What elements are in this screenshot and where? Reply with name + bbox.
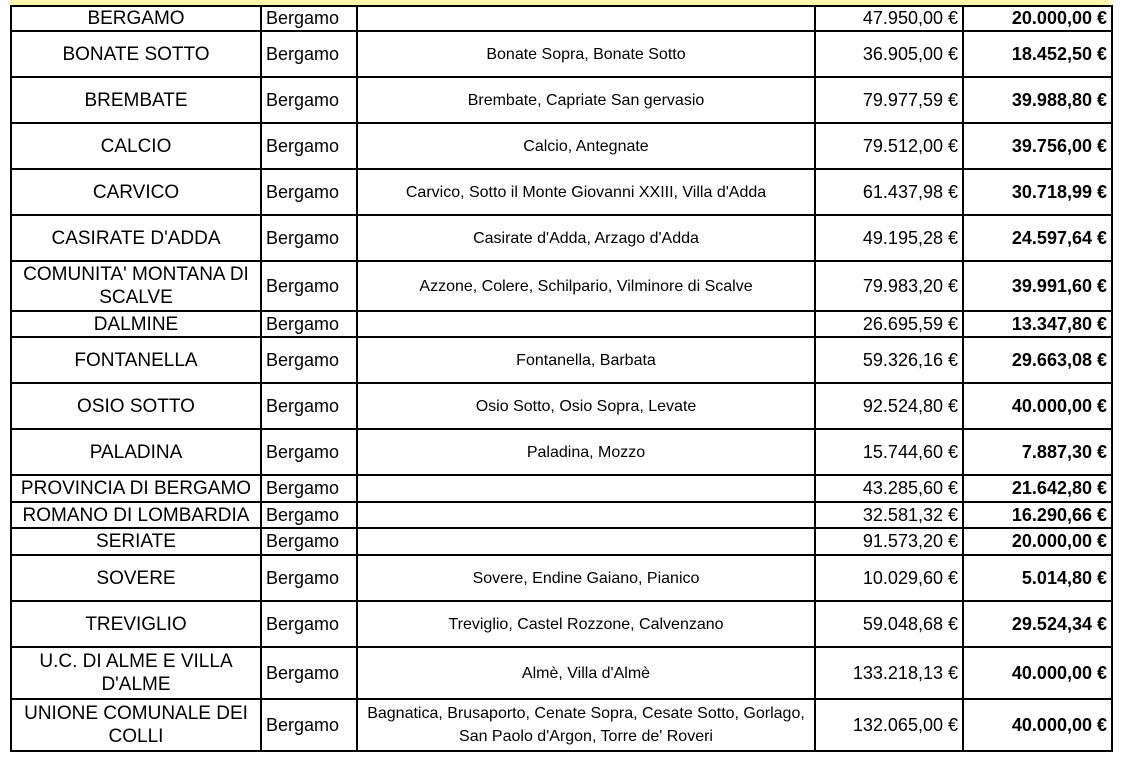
- contributo-cell: 21.642,80 €: [963, 475, 1112, 502]
- comuni-cell: Almè, Villa d'Almè: [357, 647, 815, 699]
- ente-cell: CALCIO: [11, 123, 261, 169]
- comuni-cell: Bagnatica, Brusaporto, Cenate Sopra, Cesate Sotto, Gorlago, San Paolo d'Argon, Torre de' Roveri: [357, 699, 815, 751]
- importo-cell: 79.983,20 €: [815, 261, 963, 311]
- importo-cell: 133.218,13 €: [815, 647, 963, 699]
- comuni-cell: Brembate, Capriate San gervasio: [357, 77, 815, 123]
- provincia-cell: Bergamo: [261, 123, 357, 169]
- contributo-cell: 39.756,00 €: [963, 123, 1112, 169]
- provincia-cell: Bergamo: [261, 601, 357, 647]
- ente-cell: UNIONE COMUNALE DEI COLLI: [11, 699, 261, 751]
- comuni-cell: Paladina, Mozzo: [357, 429, 815, 475]
- contributo-cell: 5.014,80 €: [963, 555, 1112, 601]
- ente-cell: BREMBATE: [11, 77, 261, 123]
- ente-cell: TREVIGLIO: [11, 601, 261, 647]
- provincia-cell: Bergamo: [261, 337, 357, 383]
- importo-cell: 59.048,68 €: [815, 601, 963, 647]
- table-row: [11, 528, 1112, 555]
- table-row: [11, 555, 1112, 601]
- provincia-cell: Bergamo: [261, 429, 357, 475]
- table-row: [11, 77, 1112, 123]
- provincia-cell: Bergamo: [261, 528, 357, 555]
- provincia-cell: Bergamo: [261, 6, 357, 31]
- comuni-cell: Calcio, Antegnate: [357, 123, 815, 169]
- table-row: [11, 429, 1112, 475]
- comuni-cell: Bonate Sopra, Bonate Sotto: [357, 31, 815, 77]
- ente-cell: PROVINCIA DI BERGAMO: [11, 475, 261, 502]
- provincia-cell: Bergamo: [261, 502, 357, 528]
- contributo-cell: 39.988,80 €: [963, 77, 1112, 123]
- table-row: [11, 31, 1112, 77]
- comuni-cell: [357, 502, 815, 528]
- ente-cell: CASIRATE D'ADDA: [11, 215, 261, 261]
- contributo-cell: 40.000,00 €: [963, 383, 1112, 429]
- importo-cell: 32.581,32 €: [815, 502, 963, 528]
- provincia-cell: Bergamo: [261, 311, 357, 337]
- contributo-cell: 40.000,00 €: [963, 699, 1112, 751]
- comuni-cell: Casirate d'Adda, Arzago d'Adda: [357, 215, 815, 261]
- provincia-cell: Bergamo: [261, 169, 357, 215]
- ente-cell: SERIATE: [11, 528, 261, 555]
- data-table: [10, 5, 1113, 752]
- importo-cell: 61.437,98 €: [815, 169, 963, 215]
- comuni-cell: [357, 6, 815, 31]
- table-row: [11, 215, 1112, 261]
- comuni-cell: [357, 475, 815, 502]
- importo-cell: 10.029,60 €: [815, 555, 963, 601]
- ente-cell: FONTANELLA: [11, 337, 261, 383]
- ente-cell: U.C. DI ALME E VILLA D'ALME: [11, 647, 261, 699]
- comuni-cell: [357, 311, 815, 337]
- provincia-cell: Bergamo: [261, 647, 357, 699]
- table-row: [11, 311, 1112, 337]
- contributo-cell: 20.000,00 €: [963, 528, 1112, 555]
- contributo-cell: 29.663,08 €: [963, 337, 1112, 383]
- table-row: [11, 337, 1112, 383]
- provincia-cell: Bergamo: [261, 475, 357, 502]
- ente-cell: CARVICO: [11, 169, 261, 215]
- importo-cell: 92.524,80 €: [815, 383, 963, 429]
- importo-cell: 49.195,28 €: [815, 215, 963, 261]
- ente-cell: BERGAMO: [11, 6, 261, 31]
- table-row: [11, 475, 1112, 502]
- contributo-cell: 16.290,66 €: [963, 502, 1112, 528]
- provincia-cell: Bergamo: [261, 699, 357, 751]
- table-row: [11, 699, 1112, 751]
- contributo-cell: 30.718,99 €: [963, 169, 1112, 215]
- importo-cell: 26.695,59 €: [815, 311, 963, 337]
- provincia-cell: Bergamo: [261, 77, 357, 123]
- ente-cell: OSIO SOTTO: [11, 383, 261, 429]
- ente-cell: COMUNITA' MONTANA DI SCALVE: [11, 261, 261, 311]
- table-body: [11, 6, 1112, 751]
- importo-cell: 91.573,20 €: [815, 528, 963, 555]
- ente-cell: DALMINE: [11, 311, 261, 337]
- ente-cell: BONATE SOTTO: [11, 31, 261, 77]
- comuni-cell: Treviglio, Castel Rozzone, Calvenzano: [357, 601, 815, 647]
- importo-cell: 43.285,60 €: [815, 475, 963, 502]
- provincia-cell: Bergamo: [261, 555, 357, 601]
- provincia-cell: Bergamo: [261, 31, 357, 77]
- comuni-cell: Osio Sotto, Osio Sopra, Levate: [357, 383, 815, 429]
- comuni-cell: Sovere, Endine Gaiano, Pianico: [357, 555, 815, 601]
- ente-cell: SOVERE: [11, 555, 261, 601]
- provincia-cell: Bergamo: [261, 261, 357, 311]
- provincia-cell: Bergamo: [261, 383, 357, 429]
- table-row: [11, 169, 1112, 215]
- table-row: [11, 383, 1112, 429]
- importo-cell: 79.512,00 €: [815, 123, 963, 169]
- contributo-cell: 13.347,80 €: [963, 311, 1112, 337]
- ente-cell: ROMANO DI LOMBARDIA: [11, 502, 261, 528]
- table-row: [11, 261, 1112, 311]
- table-row: [11, 6, 1112, 31]
- contributo-cell: 7.887,30 €: [963, 429, 1112, 475]
- importo-cell: 15.744,60 €: [815, 429, 963, 475]
- importo-cell: 36.905,00 €: [815, 31, 963, 77]
- importo-cell: 59.326,16 €: [815, 337, 963, 383]
- contributo-cell: 39.991,60 €: [963, 261, 1112, 311]
- importo-cell: 132.065,00 €: [815, 699, 963, 751]
- table-row: [11, 647, 1112, 699]
- ente-cell: PALADINA: [11, 429, 261, 475]
- importo-cell: 79.977,59 €: [815, 77, 963, 123]
- comuni-cell: Fontanella, Barbata: [357, 337, 815, 383]
- contributo-cell: 20.000,00 €: [963, 6, 1112, 31]
- table-row: [11, 502, 1112, 528]
- table-row: [11, 123, 1112, 169]
- contributo-cell: 18.452,50 €: [963, 31, 1112, 77]
- table-row: [11, 601, 1112, 647]
- comuni-cell: Carvico, Sotto il Monte Giovanni XXIII, Villa d'Adda: [357, 169, 815, 215]
- importo-cell: 47.950,00 €: [815, 6, 963, 31]
- comuni-cell: Azzone, Colere, Schilpario, Vilminore di Scalve: [357, 261, 815, 311]
- contributo-cell: 24.597,64 €: [963, 215, 1112, 261]
- provincia-cell: Bergamo: [261, 215, 357, 261]
- comuni-cell: [357, 528, 815, 555]
- contributo-cell: 29.524,34 €: [963, 601, 1112, 647]
- contributo-cell: 40.000,00 €: [963, 647, 1112, 699]
